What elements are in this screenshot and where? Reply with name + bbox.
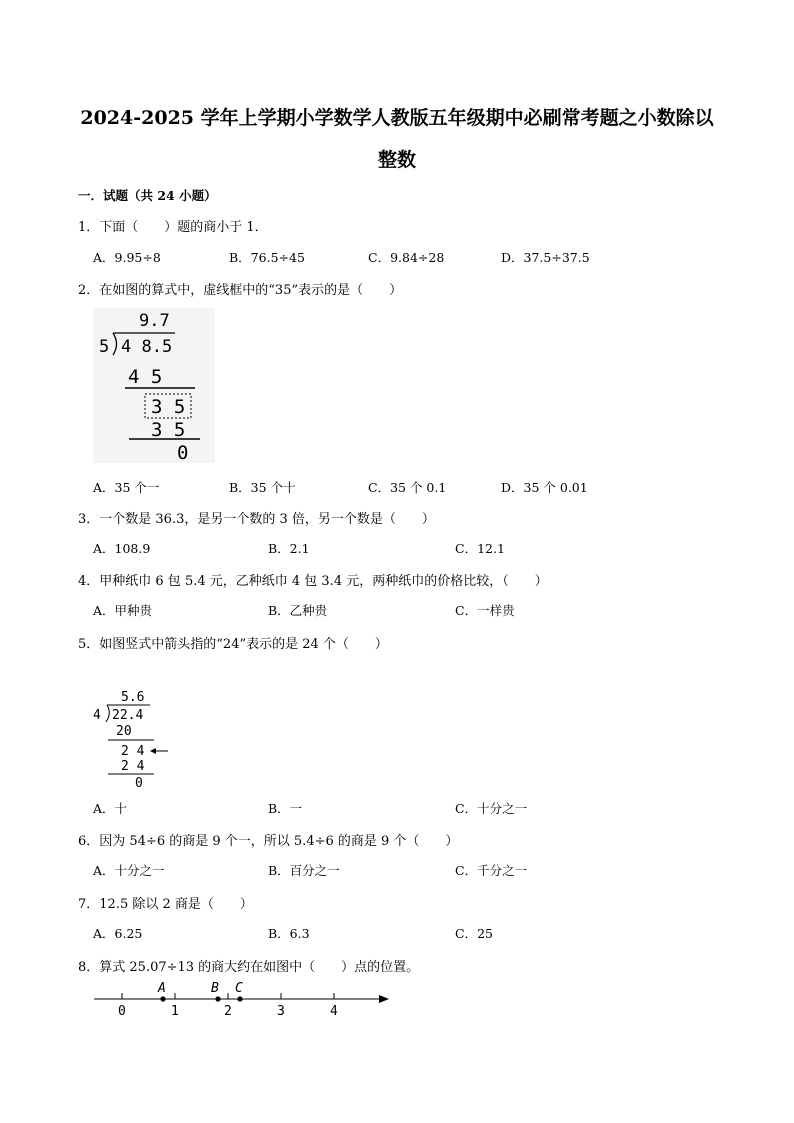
q4-option-a: A．甲种贵 <box>93 603 153 618</box>
q8-tick-label-1: 1 <box>171 1004 179 1019</box>
page-title-line1: 2024-2025 学年上学期小学数学人教版五年级期中必刷常考题之小数除以 <box>80 107 714 129</box>
q1-option-b: B．76.5÷45 <box>229 250 305 265</box>
q5-arrow-icon <box>150 748 156 754</box>
section-heading: 一．试题（共 24 小题） <box>78 188 217 203</box>
q1-option-d: D．37.5÷37.5 <box>501 250 590 265</box>
question-1-stem: 1．下面（ ）题的商小于 1． <box>78 220 268 235</box>
q7-option-a: A．6.25 <box>93 926 143 941</box>
q2-divisor: 5 <box>99 337 110 357</box>
question-3-stem: 3．一个数是 36.3，是另一个数的 3 倍，另一个数是（ ） <box>78 512 435 527</box>
q2-remainder: 0 <box>177 442 189 463</box>
q2-step2: 3 5 <box>151 419 186 441</box>
question-6-stem: 6．因为 54÷6 的商是 9 个一，所以 5.4÷6 的商是 9 个（ ） <box>78 834 459 849</box>
q2-boxed-35: 3 5 <box>151 396 186 418</box>
q8-tick-label-4: 4 <box>330 1004 338 1019</box>
q5-option-c: C．十分之一 <box>455 801 528 816</box>
q2-quotient: 9.7 <box>139 311 170 331</box>
q2-option-d: D．35 个 0.01 <box>501 480 588 495</box>
q8-tick-label-3: 3 <box>277 1004 285 1019</box>
q2-option-a: A．35 个一 <box>93 480 160 495</box>
q5-divisor: 4 <box>93 708 101 723</box>
question-5-stem: 5．如图竖式中箭头指的“24”表示的是 24 个（ ） <box>78 637 388 652</box>
q5-quotient: 5.6 <box>121 690 145 705</box>
q7-option-c: C．25 <box>455 926 493 941</box>
q4-option-b: B．乙种贵 <box>268 603 328 618</box>
q2-long-division-figure <box>93 308 215 463</box>
q8-tick-label-0: 0 <box>118 1004 126 1019</box>
q8-point-a-label: A <box>158 981 166 996</box>
q5-long-division-figure <box>90 683 180 793</box>
q2-dividend: 4 8.5 <box>121 337 173 357</box>
q2-step1: 4 5 <box>128 366 163 388</box>
q8-point-b <box>215 996 220 1001</box>
q4-option-c: C．一样贵 <box>455 603 515 618</box>
q1-option-c: C．9.84÷28 <box>368 250 445 265</box>
q2-option-c: C．35 个 0.1 <box>368 480 447 495</box>
question-2-stem: 2．在如图的算式中，虚线框中的“35”表示的是（ ） <box>78 283 403 298</box>
q7-option-b: B．6.3 <box>268 926 310 941</box>
q5-pointed-24: 2 4 <box>121 744 145 759</box>
q6-option-c: C．千分之一 <box>455 863 528 878</box>
page-title-line2: 整数 <box>377 149 416 171</box>
q6-option-b: B．百分之一 <box>268 863 340 878</box>
q3-option-b: B．2.1 <box>268 541 310 556</box>
q8-point-c-label: C <box>235 981 243 996</box>
q5-option-a: A．十 <box>93 801 128 816</box>
q5-bracket-curve <box>106 705 109 722</box>
question-4-stem: 4．甲种纸巾 6 包 5.4 元，乙种纸巾 4 包 3.4 元，两种纸巾的价格比较，（ ） <box>78 574 548 589</box>
q8-axis-arrow-icon <box>379 995 389 1003</box>
q8-point-b-label: B <box>211 981 219 996</box>
q5-step1: 20 <box>116 724 132 739</box>
q5-remainder: 0 <box>135 776 143 791</box>
question-8-stem: 8．算式 25.07÷13 的商大约在如图中（ ）点的位置。 <box>78 960 420 975</box>
q2-option-b: B．35 个十 <box>229 480 296 495</box>
q5-option-b: B．一 <box>268 801 303 816</box>
q5-dividend: 22.4 <box>112 708 144 723</box>
q5-step2: 2 4 <box>121 759 145 774</box>
q8-point-c <box>237 996 242 1001</box>
q8-tick-label-2: 2 <box>224 1004 232 1019</box>
q1-option-a: A．9.95÷8 <box>93 250 161 265</box>
q6-option-a: A．十分之一 <box>93 863 165 878</box>
q3-option-c: C．12.1 <box>455 541 505 556</box>
q8-number-line <box>90 978 395 1020</box>
q8-point-a <box>160 996 165 1001</box>
question-7-stem: 7．12.5 除以 2 商是（ ） <box>78 897 253 912</box>
q3-option-a: A．108.9 <box>93 541 151 556</box>
